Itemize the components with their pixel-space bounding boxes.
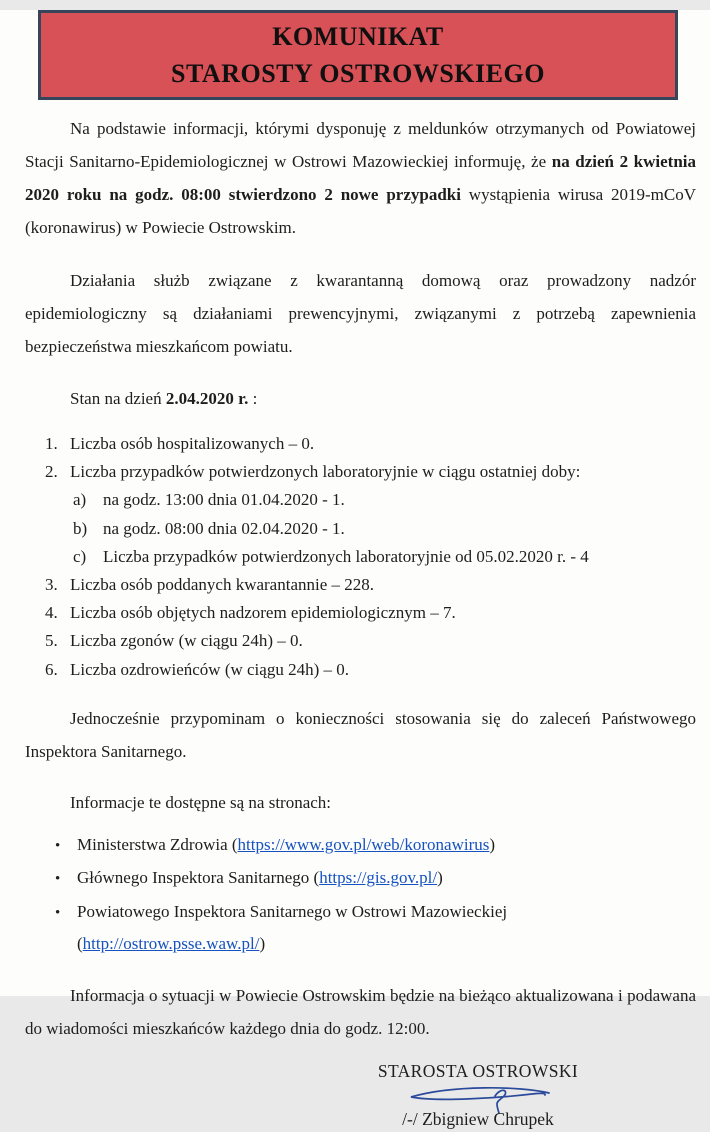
health-ministry-link[interactable]: https://www.gov.pl/web/koronawirus [237, 834, 490, 854]
bullet-icon: • [55, 837, 61, 854]
prevention-paragraph: Działania służb związane z kwarantanną domową oraz prowadzony nadzór epidemiologiczny są działaniami prewencyjnymi, związanymi z potrzebą zapewnienia bezpieczeństwa mieszkańcom powiatu. [25, 271, 696, 356]
stat-subitem-c [45, 543, 696, 571]
intro-text-bold: na dzień 2 kwietnia 2020 roku na godz. 08:00 stwierdzono 2 nowe przypadki [25, 152, 696, 204]
list-item-text: Liczba ozdrowieńców (w ciągu 24h) – 0. [70, 659, 349, 679]
status-post: : [248, 389, 258, 408]
stat-item-hospitalized [45, 430, 696, 458]
statistics-list [25, 430, 696, 684]
source-item-health-ministry [55, 829, 696, 863]
intro-text-pre: Na podstawie informacji, którymi dysponuję z meldunków otrzymanych od Powiatowej Stacji Sanitarno-Epidemiologicznej w Ostrowi Mazowieckiej informuję, że [25, 119, 696, 171]
list-item-text: Liczba przypadków potwierdzonych laboratoryjnie od 05.02.2020 r. - 4 [103, 546, 589, 566]
list-marker: c) [73, 546, 87, 566]
document-title-banner [38, 10, 678, 100]
list-marker: 1. [45, 434, 58, 453]
stat-item-quarantined [45, 571, 696, 599]
list-item-text: na godz. 08:00 dnia 02.04.2020 - 1. [103, 518, 345, 538]
stat-item-confirmed-cases [45, 458, 696, 486]
update-info-paragraph: Informacja o sytuacji w Powiecie Ostrowskim będzie na bieżąco aktualizowana i podawana do wiadomości mieszkańców każdego dnia do godz. 12:00. [25, 985, 696, 1038]
gis-link[interactable]: https://gis.gov.pl/ [319, 868, 438, 888]
signatory-title: STAROSTA OSTROWSKI [377, 1060, 579, 1081]
list-marker: b) [73, 518, 88, 538]
stat-item-under-surveillance [45, 599, 696, 627]
intro-paragraph [25, 112, 696, 244]
list-marker: 2. [45, 462, 58, 482]
list-marker: 3. [45, 575, 58, 595]
list-marker: 4. [45, 603, 58, 623]
list-item-text: Liczba osób poddanych kwarantannie – 228. [70, 575, 375, 595]
source-label-close: ) [489, 834, 496, 854]
source-item-text [77, 862, 443, 895]
list-item-text: Liczba przypadków potwierdzonych laboratoryjnie w ciągu ostatniej doby: [70, 462, 581, 482]
sources-intro: Informacje te dostępne są na stronach: [70, 792, 332, 812]
list-marker: 6. [45, 659, 58, 679]
stat-subitem-a [45, 486, 696, 514]
source-item-text [77, 829, 495, 862]
signatory-name: /-/ Zbigniew Chrupek [402, 1108, 554, 1129]
status-date-bold: 2.04.2020 r. [165, 389, 249, 408]
reminder-paragraph: Jednocześnie przypominam o konieczności stosowania się do zaleceń Państwowego Inspektora Sanitarnego. [25, 708, 696, 761]
document-body [0, 112, 710, 1132]
list-item-text: na godz. 13:00 dnia 01.04.2020 - 1. [103, 490, 345, 510]
list-item-text: Liczba zgonów (w ciągu 24h) – 0. [70, 631, 303, 651]
list-marker: 5. [45, 631, 58, 651]
source-label: Ministerstwa Zdrowia ( [77, 834, 238, 854]
scanned-document-page [0, 10, 710, 1129]
source-item-county-sanitary-inspector [55, 896, 696, 961]
list-item-text: Liczba osób hospitalizowanych – 0. [70, 434, 315, 453]
source-item-text [77, 896, 696, 961]
title-line-2: STAROSTY OSTROWSKIEGO [171, 58, 545, 88]
sources-list [25, 829, 696, 961]
source-label-close: ) [437, 868, 443, 888]
status-date-line [25, 384, 696, 414]
source-label: Powiatowego Inspektora Sanitarnego w Ostrowi Mazowieckiej ( [77, 901, 508, 954]
stat-item-recovered [45, 656, 696, 684]
title-line-1: KOMUNIKAT [272, 21, 444, 51]
source-label: Głównego Inspektora Sanitarnego ( [77, 868, 320, 888]
source-item-chief-sanitary-inspector [55, 862, 696, 896]
source-label-close: ) [259, 934, 266, 954]
list-item-text: Liczba osób objętych nadzorem epidemiologicznym – 7. [70, 603, 456, 623]
bullet-icon: • [55, 871, 61, 888]
status-pre: Stan na dzień [70, 389, 166, 408]
list-marker: a) [73, 490, 87, 510]
intro-text-post: wystąpienia wirusa 2019-mCoV (koronawirus) w Powiecie Ostrowskim. [25, 185, 696, 237]
signature-block [363, 1059, 593, 1132]
bullet-icon: • [55, 904, 61, 921]
stat-subitem-b [45, 515, 696, 543]
ostrow-psse-link[interactable]: http://ostrow.psse.waw.pl/ [82, 934, 260, 954]
stat-item-deaths [45, 627, 696, 655]
